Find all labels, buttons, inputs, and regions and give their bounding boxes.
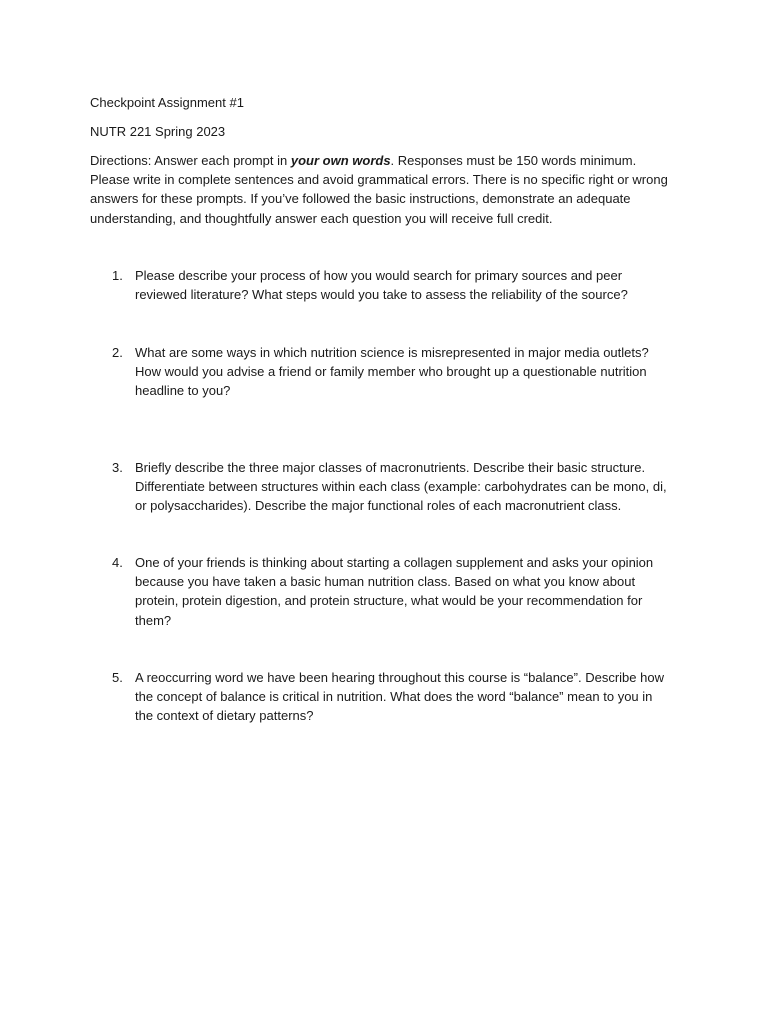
prompt-number: 2. — [112, 345, 123, 360]
prompt-item-4 — [112, 553, 672, 630]
directions-body: . Responses must be 150 words minimum. Please write in complete sentences and avoid grammatical errors. There is no specific right or wrong answers for these prompts. If you’ve followed the basic instructions, demonstrate an adequate understanding, and thoughtfully answer each question you will receive full credit. — [90, 153, 668, 226]
prompt-number: 4. — [112, 555, 123, 570]
prompt-text: What are some ways in which nutrition science is misrepresented in major media outlets? How would you advise a friend or family member who brought up a questionable nutrition headline to you? — [135, 345, 649, 399]
prompt-item-5 — [112, 668, 672, 726]
prompt-text: Please describe your process of how you would search for primary sources and peer reviewed literature? What steps would you take to assess the reliability of the source? — [135, 268, 628, 303]
prompt-text: Briefly describe the three major classes of macronutrients. Describe their basic structure. Differentiate between structures within each class (example: carbohydrates can be mono, di, or polysaccharides). Describe the major functional roles of each macronutrient class. — [135, 460, 667, 514]
directions-emphasis: your own words — [290, 153, 391, 168]
prompt-item-3 — [112, 458, 672, 516]
prompt-number: 1. — [112, 268, 123, 283]
prompt-item-2 — [112, 343, 672, 401]
directions-paragraph — [90, 151, 670, 228]
course-label: NUTR 221 Spring 2023 — [90, 124, 226, 139]
directions-intro: Directions: Answer each prompt in — [90, 153, 291, 168]
prompt-number: 5. — [112, 670, 123, 685]
prompt-text: One of your friends is thinking about starting a collagen supplement and asks your opinion because you have taken a basic human nutrition class. Based on what you know about protein, protein digestion, and protein structure, what would be your recommendation for them? — [135, 555, 654, 628]
prompt-number: 3. — [112, 460, 123, 475]
prompt-item-1 — [112, 266, 672, 304]
prompt-text: A reoccurring word we have been hearing throughout this course is “balance”. Describe how the concept of balance is critical in nutrition. What does the word “balance” mean to you in the context of dietary patterns? — [135, 670, 664, 724]
assignment-title: Checkpoint Assignment #1 — [90, 95, 244, 110]
